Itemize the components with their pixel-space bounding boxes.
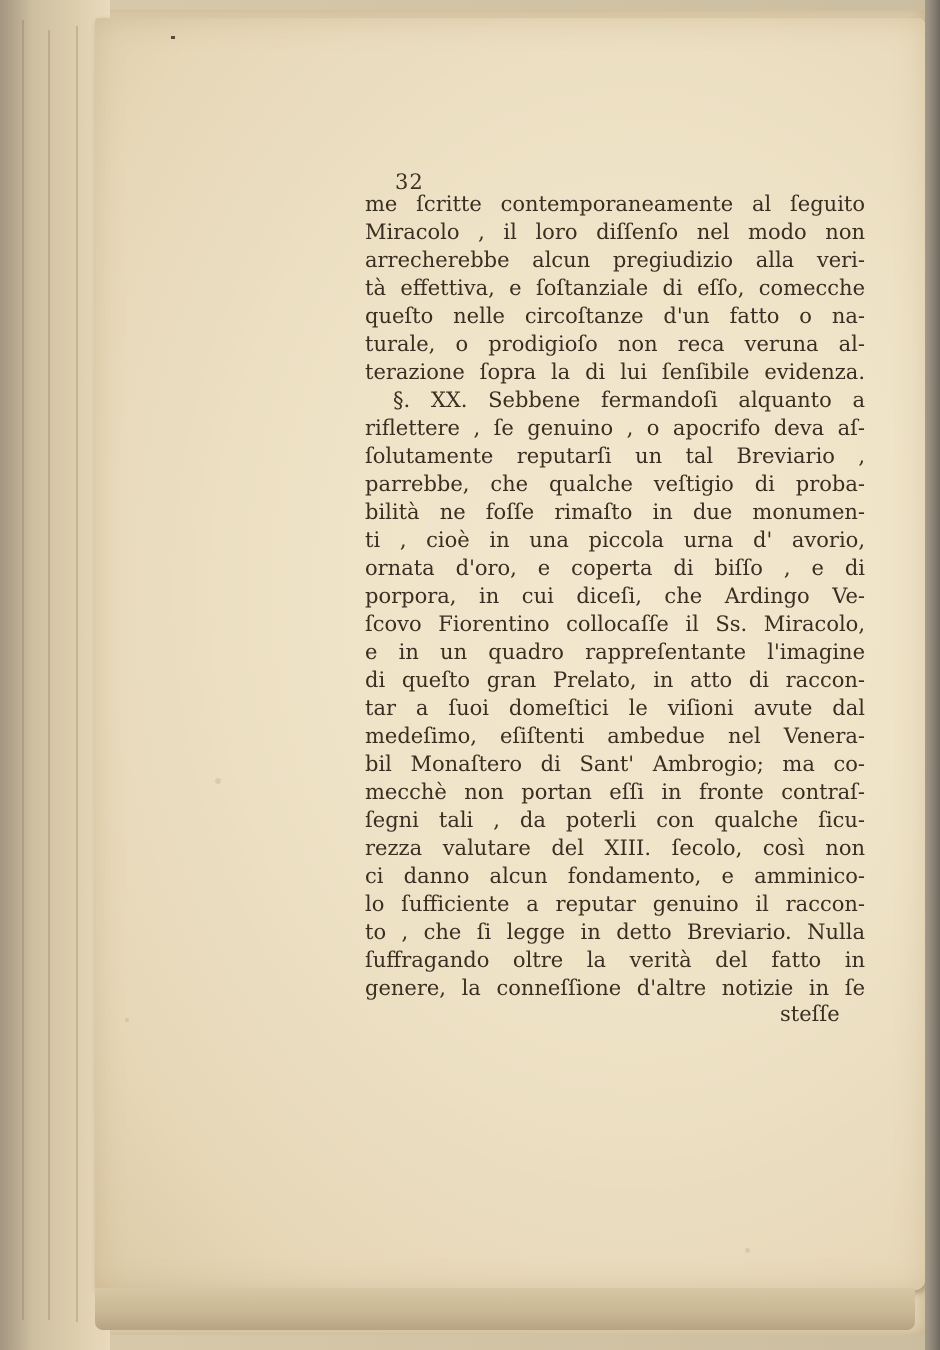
text-line: riflettere , ſe genuino , o apocrifo deva aſ- — [365, 416, 865, 440]
text-line: terazione ſopra la di lui ſenſibile evidenza. — [365, 360, 865, 384]
text-line: medeſimo, eſiſtenti ambedue nel Venera- — [365, 724, 865, 748]
page-number: 32 — [395, 170, 424, 194]
text-line: me ſcritte contemporaneamente al ſeguito — [365, 192, 865, 216]
text-line: e in un quadro rappreſentante l'imagine — [365, 640, 865, 664]
text-line: genere, la conneſſione d'altre notizie in ſe — [365, 976, 865, 1000]
text-line: ſcovo Fiorentino collocaſſe il Ss. Miracolo, — [365, 612, 865, 636]
catchword: steſſe — [780, 1002, 840, 1026]
text-line: lo ſufficiente a reputar genuino il raccon- — [365, 892, 865, 916]
text-line: ſegni tali , da poterli con qualche ſicu- — [365, 808, 865, 832]
text-line: Miracolo , il loro diſſenſo nel modo non — [365, 220, 865, 244]
text-line: arrecherebbe alcun pregiudizio alla veri- — [365, 248, 865, 272]
book-binding-edge — [925, 0, 940, 1350]
text-line: turale, o prodigioſo non reca veruna al- — [365, 332, 865, 356]
text-line: rezza valutare del XIII. ſecolo, così non — [365, 836, 865, 860]
text-line: ſolutamente reputarſi un tal Breviario , — [365, 444, 865, 468]
ink-mark — [171, 36, 175, 39]
text-line: queſto nelle circoſtanze d'un fatto o na- — [365, 304, 865, 328]
text-line: ti , cioè in una piccola urna d' avorio, — [365, 528, 865, 552]
text-line: §. XX. Sebbene fermandoſi alquanto a — [393, 388, 865, 412]
text-line: ſuffragando oltre la verità del fatto in — [365, 948, 865, 972]
text-line: tar a ſuoi domeſtici le viſioni avute dal — [365, 696, 865, 720]
text-line: to , che ſi legge in detto Breviario. Nulla — [365, 920, 865, 944]
text-line: parrebbe, che qualche veſtigio di proba- — [365, 472, 865, 496]
text-line: ornata d'oro, e coperta di biſſo , e di — [365, 556, 865, 580]
text-line: mecchè non portan eſſi in fronte contraſ- — [365, 780, 865, 804]
text-line: ci danno alcun fondamento, e amminico- — [365, 864, 865, 888]
text-line: di queſto gran Prelato, in atto di raccon- — [365, 668, 865, 692]
page-bottom-edge — [95, 1288, 915, 1330]
text-line: porpora, in cui diceſi, che Ardingo Ve- — [365, 584, 865, 608]
text-line: bilità ne foſſe rimaſto in due monumen- — [365, 500, 865, 524]
text-line: tà effettiva, e ſoſtanziale di eſſo, comecche — [365, 276, 865, 300]
text-line: bil Monaſtero di Sant' Ambrogio; ma co- — [365, 752, 865, 776]
left-page-stack — [0, 0, 110, 1350]
